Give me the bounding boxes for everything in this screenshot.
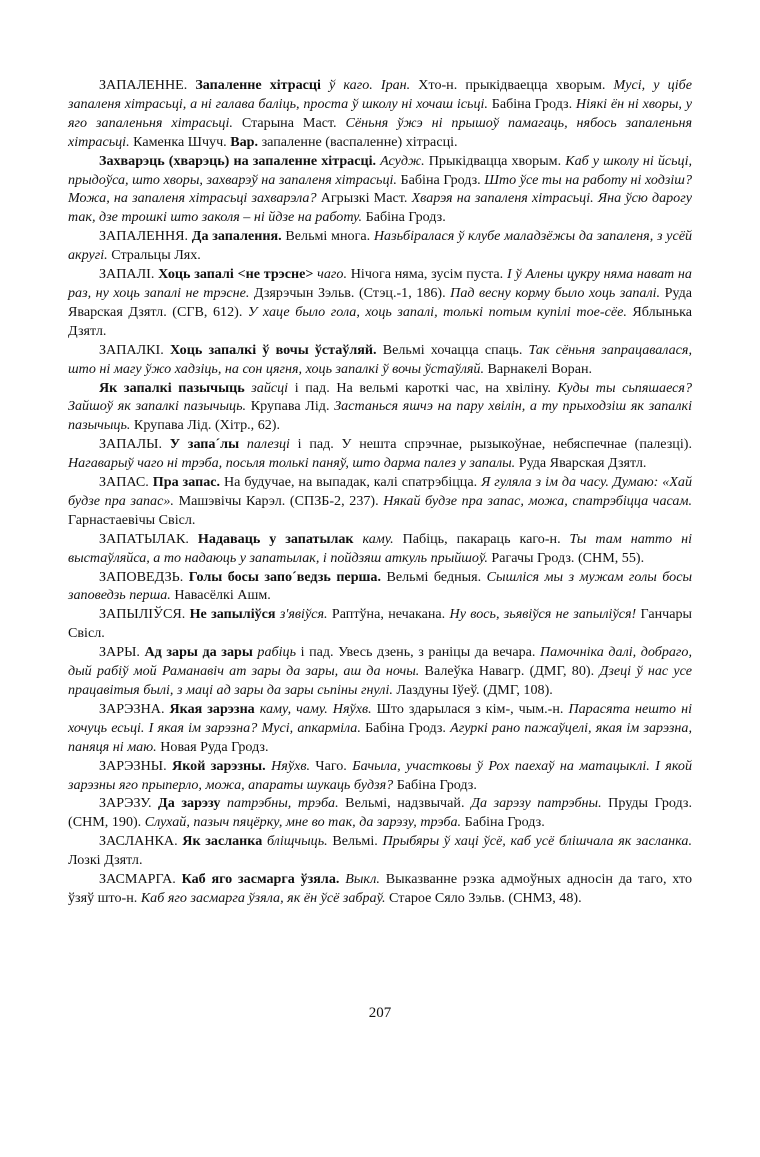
entry-italic-text: Хварэя на запаленя хітрасьці. Яна ўсю дарогу так, дзе трошкі што заколя – ні йдзе на работу. — [68, 190, 692, 226]
entry-italic-text: бліщчыць. — [262, 833, 328, 850]
dictionary-entry — [68, 473, 692, 530]
entry-text: Вельмі многа. — [281, 228, 374, 245]
entry-text: і пад. На вельмі кароткі час, на хвіліну. — [288, 379, 558, 396]
entry-phrase: Хоць запалкі ў вочы ўстаўляй. — [169, 341, 377, 358]
entry-phrase: Якая зарэзна — [169, 700, 255, 717]
dictionary-entry — [68, 870, 692, 908]
entry-text: Чаго. — [310, 757, 353, 774]
entry-italic-text: Прыбяры ў хаці ўсё, каб усё блішчала як засланка. — [382, 833, 692, 850]
entry-text: Раптўна, нечакана. — [327, 606, 450, 623]
dictionary-entry — [68, 568, 692, 606]
entry-headword: ЗАПАТЫЛАК. — [99, 530, 198, 547]
entry-text: Што здарылася з кім-, чым.-н. — [371, 700, 569, 717]
entry-italic-text: Сышліся мы з мужам голы босы заповедзь перша. — [68, 568, 692, 604]
entry-text: Бабіна Гродз. — [362, 209, 446, 226]
entry-italic-text: патрэбны, трэба. — [220, 795, 339, 812]
entry-text: Старое Сяло Зэльв. (СНМЗ, 48). — [385, 889, 582, 906]
entry-italic-text: Ніякі ён ні хворы, у яго запаленьня хітрасьці. — [68, 95, 692, 131]
entry-phrase: Да зарэзу — [158, 795, 221, 812]
entry-phrase: Як запалкі пазычыць — [99, 379, 245, 396]
entry-italic-text: Слухай, пазыч пяцёрку, мне во так, да зарэзу, трэба. — [144, 814, 462, 831]
entry-text: Машэвічы Карэл. (СПЗБ-2, 237). — [173, 492, 384, 509]
entry-text: Бабіна Гродз. — [396, 171, 485, 188]
entry-phrase: Ад зары да зары — [144, 644, 253, 661]
entry-headword: ЗАПАЛЕННЕ. — [99, 77, 196, 93]
entry-text: і пад. У нешта спрэчнае, рызыкоўнае, небяспечнае (палезці). — [289, 436, 692, 453]
entry-italic-text: Пад весну корму было хоць запалі. — [450, 284, 661, 301]
entry-text: Агрызкі Маст. — [316, 190, 412, 207]
entry-text: Вельмі хочацца спаць. — [376, 341, 529, 358]
entry-headword: ЗАРЭЗНА. — [99, 700, 170, 717]
entry-italic-text: Нагаварыў чаго ні трэба, посьля толькі паняў, што дарма палез у запалы. — [68, 455, 516, 472]
page-number: 207 — [368, 1005, 392, 1021]
dictionary-entry — [68, 379, 692, 436]
entry-italic-text: Ну вось, зьявіўся не запыліўся! — [449, 606, 637, 623]
entry-italic-text: каму. — [353, 530, 394, 547]
dictionary-entry — [68, 643, 692, 700]
entry-text: Вельмі. — [327, 833, 383, 850]
entry-text: Дзярэчын Зэльв. (Стэц.-1, 186). — [249, 284, 451, 301]
entry-headword: ЗАРЫ. — [99, 644, 145, 661]
entry-italic-text: каму, чаму. Няўхв. — [254, 700, 372, 717]
dictionary-entry — [68, 530, 692, 568]
entry-italic-text: Каб у школу ні йсьці, прыдоўса, што хворы, захварэў на запаленя хітрасьці. — [68, 152, 693, 188]
entry-text: На будучае, на выпадак, калі спатрэбіцца. — [220, 474, 482, 491]
entry-italic-text: У хаце было гола, хоць запалі, толькі потым купілі тое-сёе. — [247, 303, 627, 320]
entry-phrase: Запаленне хітрасці — [195, 77, 321, 93]
entry-phrase: Не запыліўся — [189, 606, 276, 623]
entry-italic-text: Назьбіралася ў клубе маладзёжы да запаленя, з усёй акругі. — [68, 228, 693, 264]
entry-text: Стральцы Лях. — [107, 247, 201, 264]
entry-text: Прыкідвацца хворым. — [424, 152, 566, 169]
entry-text: Навасёлкі Ашм. — [170, 587, 271, 604]
dictionary-entry — [68, 605, 692, 643]
entry-text: Бабіна Гродз. — [487, 95, 576, 112]
dictionary-entry — [68, 757, 692, 795]
entry-text: Хто-н. прыкідваецца хворым. — [410, 77, 614, 93]
entry-text: Валеўка Навагр. (ДМГ, 80). — [419, 663, 600, 680]
entry-headword: ЗАПАЛІ. — [99, 266, 159, 283]
entry-italic-text: Някай будзе пра запас, можа, спатрэбіцца часам. — [383, 492, 692, 509]
entry-text: Выказванне рэзка адмоўных адносін да таго, хто ўзяў што-н. — [68, 871, 692, 906]
entry-text: Пабіць, пакараць каго-н. — [393, 530, 570, 547]
entry-text: Бабіна Гродз. — [360, 719, 451, 736]
entry-italic-text: Няўхв. — [265, 757, 310, 774]
dictionary-entry — [68, 265, 692, 341]
entry-text: Яблынька Дзятл. — [68, 303, 692, 339]
entry-text: Рагачы Гродз. (СНМ, 55). — [487, 549, 645, 566]
entry-italic-text: ў каго. Іран. — [320, 77, 411, 93]
entry-phrase: Да запалення. — [191, 228, 282, 245]
entry-phrase: Вар. — [230, 133, 259, 150]
dictionary-entry — [68, 435, 692, 473]
entry-text: Бабіна Гродз. — [461, 814, 545, 831]
entry-italic-text: Куды ты сьпяшаеся? Зайшоў як запалкі пазычыць. — [68, 379, 692, 415]
entry-italic-text: зайсці — [244, 379, 289, 396]
entry-italic-text: Дзеці ў нас усе працавітыя былі, з маці ад зары да зары сьпіны гнулі. — [68, 663, 692, 698]
entry-text: Пруды Гродз. (СНМ, 190). — [68, 795, 692, 831]
dictionary-body — [68, 76, 692, 908]
entry-italic-text: Што ўсе ты на работу ні ходзіш? Можа, на запаленя хітрасьці захварэла? — [68, 171, 692, 207]
entry-text: Вельмі, надзвычай. — [338, 795, 472, 812]
dictionary-entry — [68, 794, 692, 832]
entry-italic-text: Выкл. — [339, 871, 380, 888]
entry-italic-text: Каб яго засмарга ўзяла, як ён ўсё забраў. — [140, 889, 386, 906]
entry-headword: ЗАПОВЕДЗЬ. — [99, 568, 189, 585]
entry-phrase: Каб яго засмарга ўзяла. — [181, 871, 340, 888]
entry-italic-text: Парасята нешто ні хочуць есьці. І якая ім зарэзна? Мусі, апкарміла. — [68, 700, 692, 736]
entry-headword: ЗАРЭЗНЫ. — [99, 757, 173, 774]
entry-phrase: Хоць запалі <не трэсне> — [158, 266, 314, 283]
entry-headword: ЗАРЭЗУ. — [99, 795, 159, 812]
entry-text: Вельмі бедныя. — [381, 568, 487, 585]
entry-italic-text: Памочніка далі, добраго, дый рабіў мой Раманавіч ат зары да зары, аш да ночы. — [68, 644, 692, 680]
entry-headword: ЗАПЫЛІЎСЯ. — [99, 606, 190, 623]
entry-text: Лозкі Дзятл. — [68, 852, 143, 869]
dictionary-entry — [68, 152, 692, 228]
entry-headword: ЗАСЛАНКА. — [99, 833, 183, 850]
dictionary-entry — [68, 700, 692, 757]
entry-text: Гарнастаевічы Свісл. — [68, 511, 196, 528]
entry-text: Крупава Лід. (Хітр., 62). — [130, 417, 281, 434]
entry-headword: ЗАПАЛЕННЯ. — [99, 228, 192, 245]
entry-italic-text: Сёньня ўжэ ні прышоў памагаць, нябось запаленьня хітрасьці. — [68, 114, 692, 150]
entry-italic-text: чаго. — [313, 266, 347, 283]
entry-headword: ЗАСМАРГА. — [99, 871, 182, 888]
entry-text: Варнакелі Воран. — [483, 360, 593, 377]
entry-phrase: Як засланка — [182, 833, 263, 850]
entry-italic-text: палезці — [239, 436, 290, 453]
entry-headword: ЗАПАС. — [99, 474, 153, 491]
dictionary-entry — [68, 832, 692, 870]
entry-text: Старына Маст. — [232, 114, 346, 131]
entry-text: Ганчары Свісл. — [68, 606, 692, 642]
entry-italic-text: з'явіўся. — [275, 606, 328, 623]
entry-phrase: Надаваць у запатылак — [197, 530, 354, 547]
entry-italic-text: Так сёньня запрацавалася, што ні магу ўжо хадзіць, на сон цягня, хоць запалкі ў вочы ўстаўляй. — [68, 341, 692, 377]
entry-italic-text: Бачыла, участковы ў Рох паехаў на матацыклі. І якой зарэзны яго прыперло, можа, апараты шукаць будзя? — [68, 757, 693, 793]
entry-phrase: Якой зарэзны. — [172, 757, 266, 774]
entry-headword: ЗАПАЛКІ. — [99, 341, 170, 358]
entry-phrase: Голы босы запо´ведзь перша. — [188, 568, 381, 585]
entry-text: Новая Руда Гродз. — [156, 738, 269, 755]
entry-phrase: Пра запас. — [152, 474, 221, 491]
entry-text: Каменка Шчуч. — [129, 133, 231, 150]
entry-phrase: У запа´лы — [169, 436, 240, 453]
entry-italic-text: Застанься яшчэ на пару хвілін, а ту прыходзіш як запалкі пазычыць. — [68, 398, 692, 434]
entry-text: Нічога няма, зусім пуста. — [347, 266, 507, 283]
entry-italic-text: І ў Алены цукру няма нават на раз, ну хоць запалі не трэсне. — [68, 266, 692, 301]
entry-text: запаленне (васпаленне) хітрасці. — [258, 133, 458, 150]
entry-text: Лаздуны Іўеў. (ДМГ, 108). — [392, 682, 553, 698]
entry-italic-text: Да зарэзу патрэбны. — [471, 795, 602, 812]
entry-text: Руда Яварская Дзятл. — [515, 455, 647, 472]
entry-text: і пад. Увесь дзень, з раніцы да вечара. — [296, 644, 540, 661]
entry-headword: ЗАПАЛЫ. — [99, 436, 170, 453]
dictionary-entry — [68, 227, 692, 265]
entry-phrase: Захварэць (хварэць) на запаленне хітрасці. — [99, 152, 377, 169]
entry-text: Крупава Лід. — [246, 398, 335, 415]
entry-italic-text: рабіць — [252, 644, 296, 661]
entry-italic-text: Агуркі рано пажаўцелі, якая ім зарэзна, паняця ні маю. — [68, 719, 692, 755]
entry-italic-text: Ты там натто ні выстаўляйса, а то надаюць у запатылак, і пойдзяш аткуль прыйшоў. — [68, 530, 692, 566]
entry-text: Бабіна Гродз. — [393, 776, 477, 793]
dictionary-entry — [68, 341, 692, 379]
dictionary-entry — [68, 76, 692, 152]
entry-italic-text: Асудж. — [376, 152, 425, 169]
entry-italic-text: Я гуляла з ім да часу. Думаю: «Хай будзе пра запас». — [68, 474, 693, 509]
entry-italic-text: Мусі, у цібе запаленя хітрасьці, а ні галава баліць, проста ў школу ні хочаш ісьці. — [68, 77, 692, 112]
entry-text: Руда Яварская Дзятл. (СГВ, 612). — [68, 284, 693, 320]
